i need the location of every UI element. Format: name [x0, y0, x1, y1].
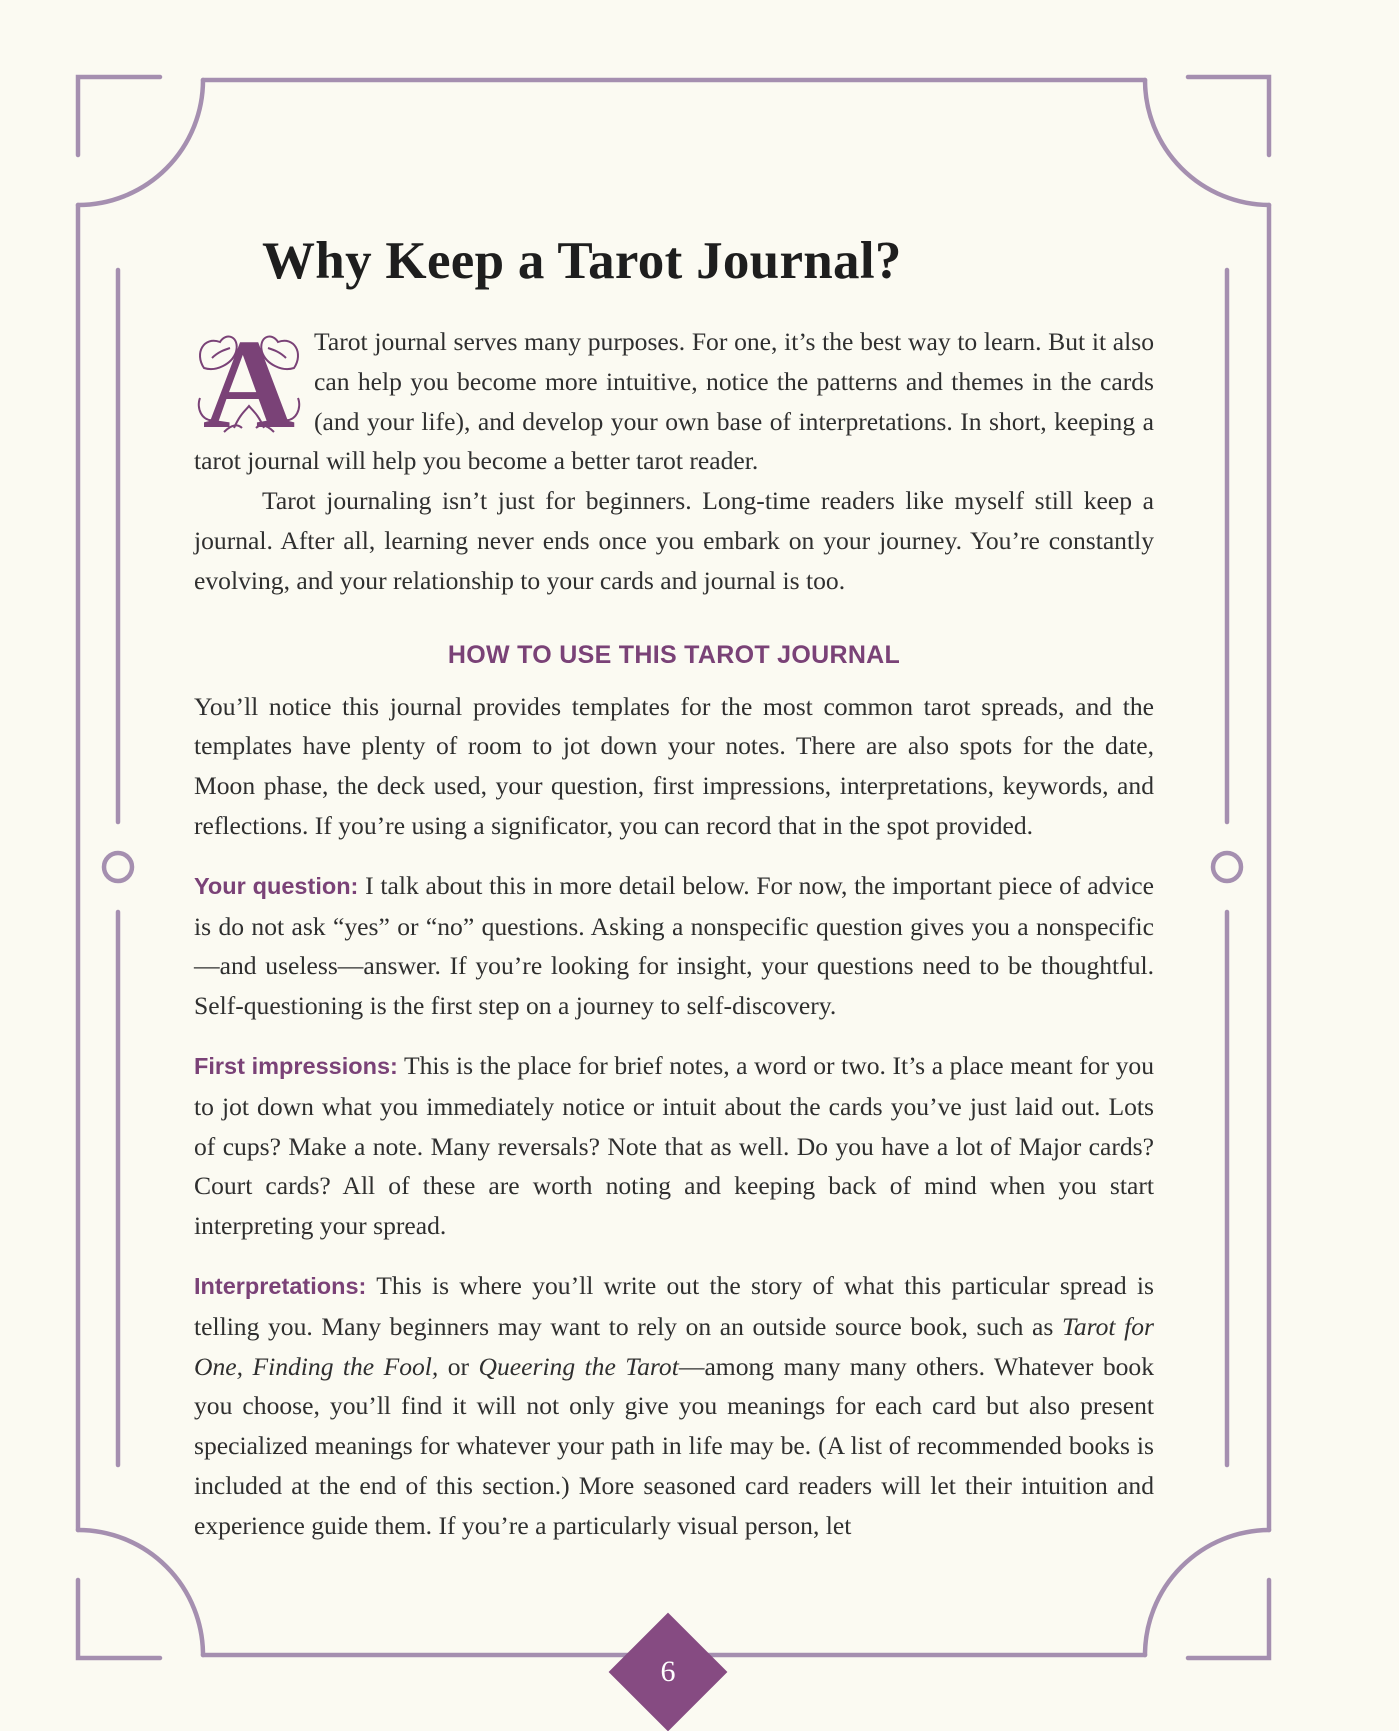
entry-term: Your question:: [194, 872, 359, 899]
entry-text: This is the place for brief notes, a word or two. It’s a place meant for you to jot down what you immediately notice or intuit about the cards you’ve just laid out. Lots of cups? Make a note. Many reversals? Note that as well. Do you have a lot of Major cards? Court cards? All of these are worth noting and keeping back of mind when you start interpreting your spread.: [194, 1050, 1154, 1241]
page-number: 6: [660, 1655, 676, 1688]
entry-term: Interpretations:: [194, 1272, 367, 1299]
intro-paragraph: [194, 313, 1154, 481]
entry-term: First impressions:: [194, 1052, 398, 1079]
page-title: Why Keep a Tarot Journal?: [262, 231, 902, 290]
frame-ornament-right: [1213, 853, 1241, 881]
entry-first-impressions: [194, 1046, 1154, 1246]
drop-cap-letter: A: [202, 313, 296, 455]
drop-cap: [194, 313, 304, 455]
entry-text: This is where you’ll write out the story of what this particular spread is telling you. Many beginners may want to rely on an outside source book, such as: [194, 1270, 1154, 1341]
entry-text: or: [438, 1351, 479, 1381]
intro-text: Tarot journal serves many purposes. For one, it’s the best way to learn. But it also can help you become more intuitive, notice the patterns and themes in the cards (and your life), and develop your own base of interpretations. In short, keeping a tarot journal will help you become a better tarot reader.: [194, 327, 1154, 476]
frame-ornament-left: [104, 853, 132, 881]
body-text: [194, 313, 1155, 1546]
entry-interpretations: [194, 1266, 1154, 1546]
book-title: Tarot for One, Finding the Fool,: [194, 1311, 1154, 1381]
intro-paragraph-2: Tarot journaling isn’t just for beginners. Long-time readers like myself still keep a journal. After all, learning never ends once you embark on your journey. You’re constantly evolving, and your relationship to your cards and journal is too.: [194, 486, 1154, 595]
section-heading: HOW TO USE THIS TAROT JOURNAL: [447, 640, 901, 669]
book-title: Queering the Tarot: [478, 1351, 679, 1381]
section-paragraph: You’ll notice this journal provides templates for the most common tarot spreads, and the templates have plenty of room to jot down your notes. There are also spots for the date, Moon phase, the deck used, your question, first impressions, interpretations, keywords, and reflections. If you’re using a significator, you can record that in the spot provided.: [194, 691, 1154, 840]
entry-text: I talk about this in more detail below. For now, the important piece of advice is do not ask “yes” or “no” questions. Asking a nonspecific question gives you a nonspecific—and useless—answer. If you’re looking for insight, your questions need to be thoughtful. Self-questioning is the first step on a journey to self-discovery.: [194, 870, 1154, 1021]
entry-your-question: [194, 866, 1154, 1026]
entry-text: —among many many others. Whatever book you choose, you’ll find it will not only give you meanings for each card but also present specialized meanings for whatever your path in life may be. (A list of recommended books is included at the end of this section.) More seasoned card readers will let their intuition and experience guide them. If you’re a particularly visual person, let: [194, 1351, 1155, 1540]
